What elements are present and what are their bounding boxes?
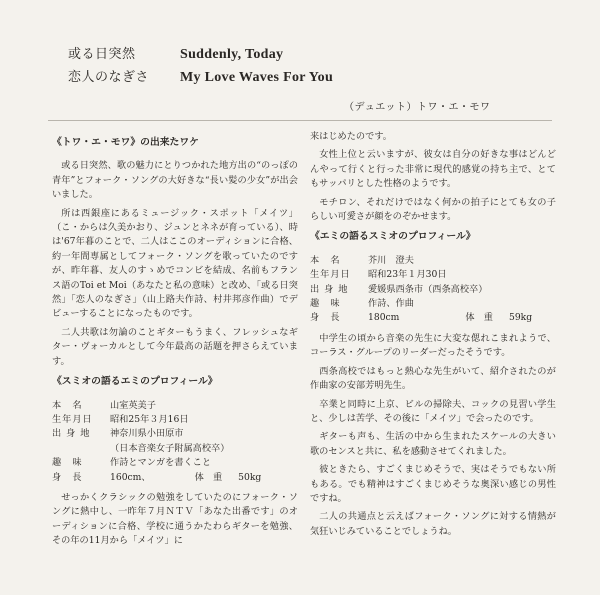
paragraph: 二人共歌は勿論のことギターもうまく、フレッシュなギター・ヴォーカルとして今年最高の話題を押さらえています。 bbox=[52, 326, 298, 367]
paragraph: 来はじめたのです。 bbox=[310, 131, 392, 142]
profile-label: 身 長 bbox=[52, 471, 83, 483]
paragraph: 所は西銀座にあるミュージック・スポット「メイツ」（こ・からは久美かおり、ジュンとネネが育っている）、時は'67年暮のことで、二人はここのオーディションに合格、約一年間専属としてフォーク・ソングを歌っていたのですが、昨年暮、友人のすゝめでコンビを結成、名前もフランス語のToi et Moi（あなたと私の意味）と改め、「或る日突然」「恋人のなぎさ」（山上路夫作詩、村井邦彦作曲）でデビューすることになったものです。 bbox=[52, 207, 298, 320]
emi-profile bbox=[52, 399, 298, 485]
profile-name: 山室英美子 bbox=[110, 399, 156, 411]
profile-label: 身 長 bbox=[310, 312, 341, 324]
song-title-2-en: My Love Waves For You bbox=[180, 70, 334, 85]
profile-home: 愛媛県西条市（西条高校卒） bbox=[368, 283, 488, 295]
paragraph: 或る日突然、歌の魅力にとりつかれた地方出の“のっぽの青年”とフォーク・ソングの大好きな“長い髪の少女”が出会いました。 bbox=[52, 160, 298, 201]
profile-name: 芥川 澄夫 bbox=[368, 254, 414, 266]
profile-weight: 59kg bbox=[508, 312, 533, 324]
profile-birth: 昭和23年１月30日 bbox=[368, 269, 447, 281]
section-heading-emi-profile: 《スミオの語るエミのプロフィール》 bbox=[52, 376, 218, 388]
paragraph: モチロン、それだけではなく何かの拍子にとても女の子らしい可愛さが顔をのぞかせます。 bbox=[310, 196, 556, 223]
profile-label: 体 重 bbox=[465, 312, 493, 324]
paragraph: 女性上位と云いますが、彼女は自分の好きな事はどんどんやって行くと行った非常に現代的感覚の持ち主で、とてもサッパリとした性格のようです。 bbox=[310, 149, 556, 190]
profile-hobby: 作詩、作曲 bbox=[368, 298, 414, 310]
profile-label: 本 名 bbox=[52, 399, 83, 411]
profile-label: 趣 味 bbox=[52, 457, 83, 469]
paragraph: 彼ときたら、すごくまじめそうで、実はそうでもない所もある。でも精神はすごくまじめそうな奥深い感じの男性ですね。 bbox=[310, 464, 556, 504]
profile-label: 趣 味 bbox=[310, 298, 341, 310]
song-title-2-jp: 恋人のなぎさ bbox=[68, 70, 150, 85]
song-title-2 bbox=[68, 70, 333, 86]
profile-school: （日本音楽女子附属高校卒） bbox=[110, 442, 230, 454]
paragraph: せっかくクラシックの勉強をしていたのにフォーク・ソングに熱中し、一昨年７月ＮＴＶ「あなた出番です」のオーディションに合格、学校に通うかたわらギターを勉強、その年の11月から「メイツ」に bbox=[52, 491, 298, 547]
paragraph: 西条高校ではもっと熱心な先生がいて、紹介されたのが作曲家の安部芳明先生。 bbox=[310, 365, 556, 392]
paragraph: ギターも声も、生活の中から生まれたスケールの大きい歌のセンスと共に、私を感動させてくれました。 bbox=[310, 431, 556, 457]
profile-weight: 50kg bbox=[238, 471, 262, 483]
paragraph: 中学生の頃から音楽の先生に大変な偲れこまれようで、コーラス・グループのリーダーだったそうです。 bbox=[310, 332, 556, 359]
profile-label: 生年月日 bbox=[310, 269, 351, 281]
divider bbox=[48, 120, 552, 121]
left-column bbox=[52, 130, 298, 553]
paragraph: 卒業と同時に上京、ビルの掃除夫、コックの見習い学生と、少しは苦学、その後に「メイツ」で会ったのです。 bbox=[310, 398, 556, 424]
profile-label: 体 重 bbox=[194, 471, 223, 483]
profile-label: 本 名 bbox=[310, 254, 341, 266]
profile-hobby: 作詩とマンガを書くこと bbox=[110, 457, 212, 469]
section-heading-sumio-profile: 《エミの語るスミオのプロフィール》 bbox=[310, 231, 476, 243]
song-title-1 bbox=[68, 47, 283, 63]
profile-height: 160cm、 bbox=[110, 471, 151, 483]
profile-label: 出 身 地 bbox=[310, 283, 349, 295]
profile-height: 180cm bbox=[368, 312, 400, 324]
profile-home: 神奈川県小田原市 bbox=[110, 428, 184, 440]
right-column bbox=[310, 130, 556, 543]
section-heading-origin: 《トワ・エ・モワ》の出来たワケ bbox=[52, 137, 199, 148]
profile-label: 出 身 地 bbox=[52, 428, 91, 440]
profile-label: 生年月日 bbox=[52, 413, 93, 425]
sumio-profile bbox=[310, 254, 556, 326]
song-title-1-jp: 或る日突然 bbox=[68, 47, 136, 62]
paragraph: 二人の共通点と云えばフォーク・ソングに対する情熱が気狂いじみていることでしょうね。 bbox=[310, 511, 556, 537]
song-title-1-en: Suddenly, Today bbox=[180, 47, 284, 62]
profile-birth: 昭和25年３月16日 bbox=[110, 413, 189, 425]
artist-credit: （デュエット）トワ・エ・モワ bbox=[344, 102, 491, 113]
